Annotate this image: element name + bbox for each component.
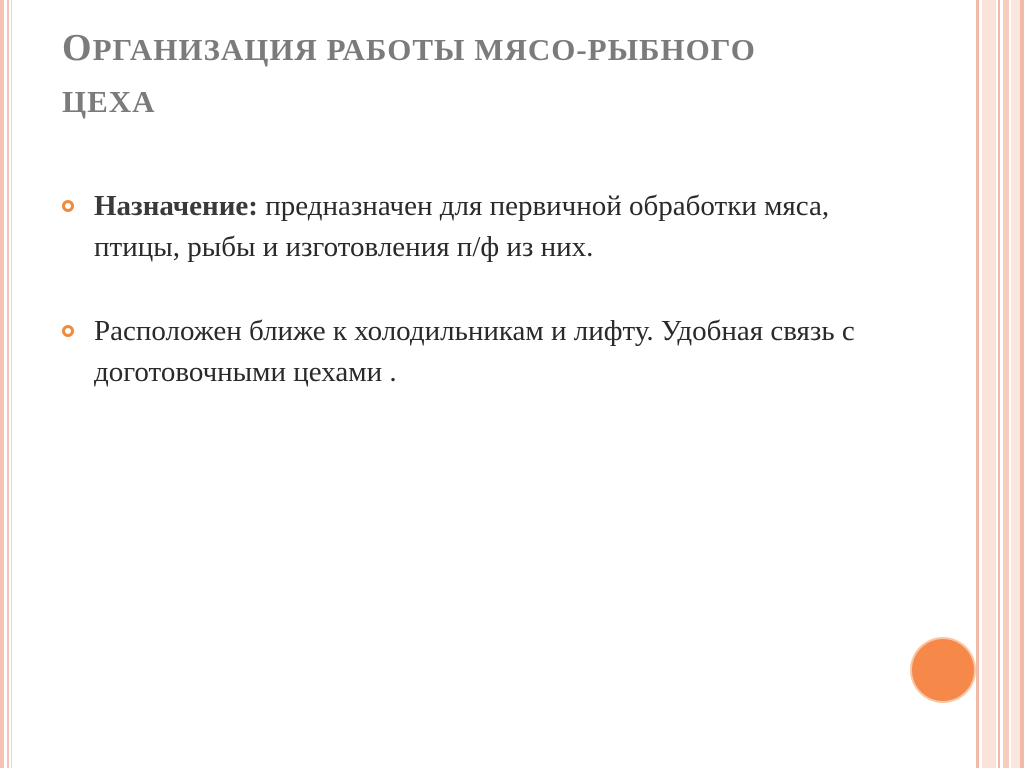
left-frame-stripe xyxy=(0,0,4,768)
title-initial: О xyxy=(62,27,93,69)
left-frame-stripe xyxy=(7,0,9,768)
right-frame-stripe xyxy=(1020,0,1024,768)
bullet-list xyxy=(62,186,872,393)
title-line-2: ЦЕХА xyxy=(62,84,156,119)
title-line-1: РГАНИЗАЦИЯ РАБОТЫ МЯСО-РЫБНОГО xyxy=(92,32,756,67)
right-frame-stripe xyxy=(982,0,996,768)
bullet-item xyxy=(62,311,872,393)
orange-circle-icon xyxy=(912,639,974,701)
slide-title xyxy=(62,22,882,128)
left-frame-stripe xyxy=(11,0,12,768)
bullet-label: Назначение: xyxy=(94,190,258,222)
ring-bullet-icon xyxy=(62,325,74,337)
right-frame-stripe xyxy=(998,0,1000,768)
bullet-text: предназначен для первичной обработки мяса, птицы, рыбы и изготовления п/ф из них. xyxy=(94,190,830,263)
right-frame-stripe xyxy=(976,0,979,768)
right-frame xyxy=(976,0,1024,768)
right-frame-stripe xyxy=(1003,0,1009,768)
ring-bullet-icon xyxy=(62,200,74,212)
bullet-text: Расположен ближе к холодильникам и лифту. Удобная связь с доготовочными цехами . xyxy=(94,315,855,388)
bullet-item xyxy=(62,186,872,268)
